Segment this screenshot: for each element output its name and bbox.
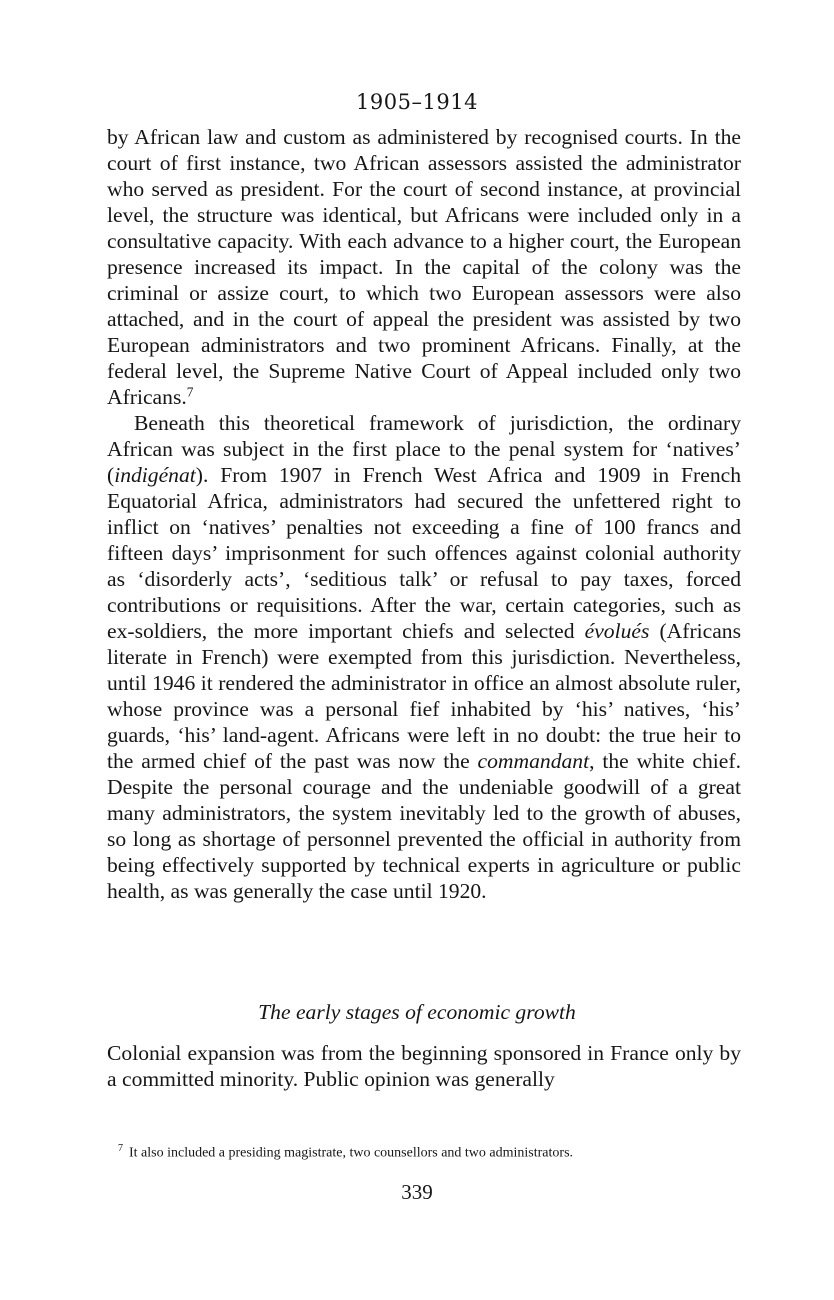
footnote <box>118 1140 758 1163</box>
italic-term-indigenat: indigénat <box>114 463 196 487</box>
footnote-reference-mark: 7 <box>186 384 194 400</box>
paragraph-indigenat <box>107 410 741 904</box>
paragraph-indigenat-text-1: Beneath this theoretical framework of jurisdiction, the ordinary African was subject in the first place to the penal system for ‘natives’ ( <box>107 411 741 487</box>
section-heading: The early stages of economic growth <box>258 1000 576 1024</box>
main-text-block <box>107 124 741 904</box>
italic-term-commandant: commandant <box>477 749 590 773</box>
footnote-mark: 7 <box>118 1143 123 1154</box>
paragraph-indigenat-text-4: , the white chief. Despite the personal courage and the undeniable goodwill of a great many administrators, the system inevitably led to the growth of abuses, so long as shortage of personnel prevented the official in authority from being effectively supported by technical experts in agriculture or public health, as was generally the case until 1920. <box>107 749 741 903</box>
paragraph-courts <box>107 124 741 410</box>
paragraph-indigenat-text-3: (Africans literate in French) were exempted from this jurisdiction. Nevertheless, until 1946 it rendered the administrator in office an almost absolute ruler, whose province was a personal fief inhabited by ‘his’ natives, ‘his’ guards, ‘his’ land-agent. Africans were left in no doubt: the true heir to the armed chief of the past was now the <box>107 619 741 773</box>
italic-term-evolues: évolués <box>584 619 650 643</box>
footnote-text: It also included a presiding magistrate, two counsellors and two administrators. <box>129 1145 574 1161</box>
paragraph-indigenat-text-2: ). From 1907 in French West Africa and 1909 in French Equatorial Africa, administrators had secured the unfettered right to inflict on ‘natives’ penalties not exceeding a fine of 100 francs and fifteen days’ imprisonment for such offences against colonial authority as ‘disorderly acts’, ‘seditious talk’ or refusal to pay taxes, forced contributions or requisitions. After the war, certain categories, such as ex-soldiers, the more important chiefs and selected <box>107 463 741 643</box>
page-number: 339 <box>401 1180 433 1204</box>
running-head: 1905–1914 <box>356 90 478 114</box>
paragraph-courts-text: by African law and custom as administered by recognised courts. In the court of first instance, two African assessors assisted the administrator who served as president. For the court of second instance, at provincial level, the structure was identical, but Africans were included only in a consultative capacity. With each advance to a higher court, the European presence increased its impact. In the capital of the colony was the criminal or assize court, to which two European assessors were also attached, and in the court of appeal the president was assisted by two European administrators and two prominent Africans. Finally, at the federal level, the Supreme Native Court of Appeal included only two Africans. <box>107 125 741 409</box>
section-text-block <box>107 1040 741 1092</box>
paragraph-colonial-expansion: Colonial expansion was from the beginning sponsored in France only by a committed minority. Public opinion was generally <box>107 1041 741 1091</box>
